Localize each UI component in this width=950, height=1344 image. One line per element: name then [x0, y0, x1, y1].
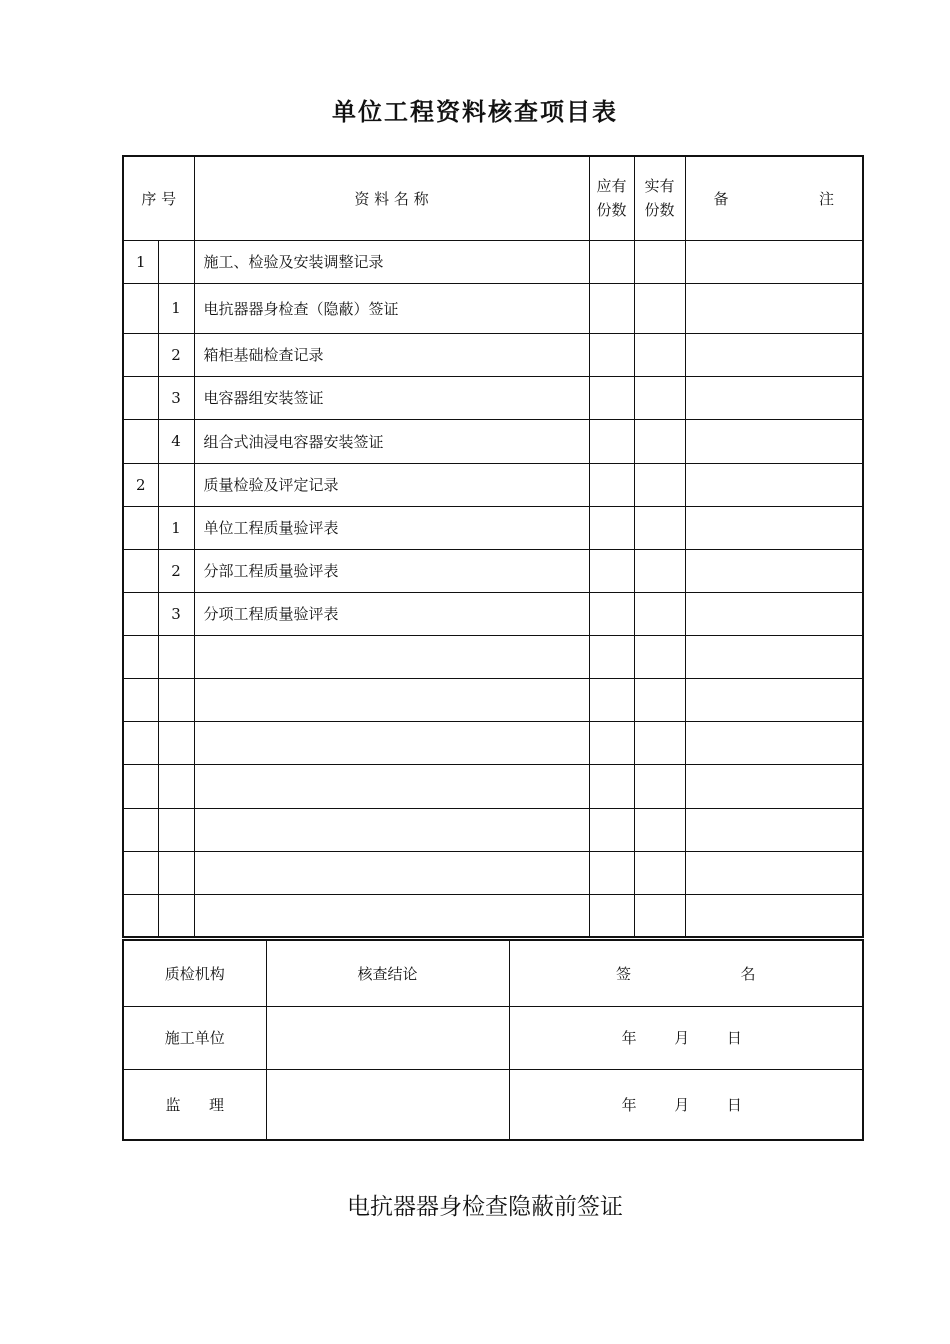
- header-remark-b: 注: [818, 189, 834, 208]
- row-item-name: 单位工程质量验评表: [194, 506, 589, 549]
- signoff-header-row: [123, 940, 863, 1006]
- row-actual-count[interactable]: [634, 419, 685, 463]
- row-item-name: 质量检验及评定记录: [194, 463, 589, 506]
- row-group-number: [123, 283, 158, 333]
- row-actual-count[interactable]: [634, 678, 685, 721]
- page-title: 单位工程资料核查项目表: [332, 98, 618, 126]
- row-remark[interactable]: [685, 376, 863, 419]
- row-actual-count[interactable]: [634, 506, 685, 549]
- row-sub-number: [158, 894, 194, 937]
- row-should-count[interactable]: [589, 592, 634, 635]
- table-row: [123, 808, 863, 851]
- row-sub-number: [158, 851, 194, 894]
- construction-unit-label: 施工单位: [123, 1006, 266, 1069]
- row-actual-count[interactable]: [634, 283, 685, 333]
- table-row: [123, 333, 863, 376]
- row-should-count[interactable]: [589, 635, 634, 678]
- signoff-table: [122, 939, 864, 1141]
- sign-char-b: 名: [740, 964, 756, 983]
- row-should-count[interactable]: [589, 463, 634, 506]
- row-group-number: [123, 678, 158, 721]
- table-row: [123, 764, 863, 808]
- row-remark[interactable]: [685, 851, 863, 894]
- signoff-org-label: 质检机构: [123, 940, 266, 1006]
- row-sub-number: [158, 678, 194, 721]
- row-item-name: 施工、检验及安装调整记录: [194, 240, 589, 283]
- date-day: 日: [726, 1029, 742, 1047]
- row-sub-number: [158, 721, 194, 764]
- row-remark[interactable]: [685, 419, 863, 463]
- row-actual-count[interactable]: [634, 635, 685, 678]
- row-sub-number: [158, 635, 194, 678]
- row-actual-count[interactable]: [634, 851, 685, 894]
- construction-date-cell[interactable]: [509, 1006, 863, 1069]
- date-year: 年: [621, 1029, 637, 1047]
- date-year: 年: [621, 1095, 637, 1114]
- supervision-conclusion-cell[interactable]: [266, 1069, 509, 1140]
- date-month: 月: [674, 1095, 690, 1114]
- row-group-number: 2: [123, 463, 158, 506]
- row-should-count[interactable]: [589, 283, 634, 333]
- row-group-number: [123, 376, 158, 419]
- row-group-number: [123, 549, 158, 592]
- row-should-count[interactable]: [589, 808, 634, 851]
- row-sub-number: 4: [158, 419, 194, 463]
- supervision-label: 监 理: [123, 1069, 266, 1140]
- table-row: [123, 592, 863, 635]
- row-should-count[interactable]: [589, 333, 634, 376]
- row-remark[interactable]: [685, 240, 863, 283]
- row-item-name: [194, 764, 589, 808]
- signoff-sign-label: [509, 940, 863, 1006]
- row-sub-number: 3: [158, 592, 194, 635]
- row-should-count[interactable]: [589, 376, 634, 419]
- table-row: [123, 506, 863, 549]
- row-group-number: [123, 419, 158, 463]
- row-sub-number: [158, 240, 194, 283]
- row-actual-count[interactable]: [634, 240, 685, 283]
- table-row: [123, 851, 863, 894]
- table-row: [123, 376, 863, 419]
- row-group-number: [123, 506, 158, 549]
- row-remark[interactable]: [685, 283, 863, 333]
- row-should-count[interactable]: [589, 894, 634, 937]
- row-should-count[interactable]: [589, 678, 634, 721]
- row-group-number: [123, 764, 158, 808]
- row-sub-number: [158, 463, 194, 506]
- row-group-number: [123, 808, 158, 851]
- row-remark[interactable]: [685, 764, 863, 808]
- row-item-name: [194, 721, 589, 764]
- header-seq: 序 号: [123, 156, 194, 240]
- row-item-name: 电容器组安装签证: [194, 376, 589, 419]
- header-name: 资 料 名 称: [194, 156, 589, 240]
- row-remark[interactable]: [685, 894, 863, 937]
- row-remark[interactable]: [685, 549, 863, 592]
- row-sub-number: [158, 764, 194, 808]
- header-remark-a: 备: [713, 189, 729, 208]
- checklist-table: [122, 155, 864, 938]
- header-should-line2: 份数: [596, 201, 627, 220]
- table-row: [123, 678, 863, 721]
- table-row: [123, 635, 863, 678]
- row-should-count[interactable]: [589, 721, 634, 764]
- row-sub-number: 1: [158, 283, 194, 333]
- row-should-count[interactable]: [589, 419, 634, 463]
- signoff-supervision-row: [123, 1069, 863, 1140]
- row-should-count[interactable]: [589, 764, 634, 808]
- header-should-line1: 应有: [596, 177, 627, 196]
- table-row: [123, 721, 863, 764]
- header-actual-line1: 实有: [644, 177, 675, 196]
- signoff-conclusion-label: 核查结论: [266, 940, 509, 1006]
- row-remark[interactable]: [685, 506, 863, 549]
- row-should-count[interactable]: [589, 851, 634, 894]
- row-group-number: [123, 721, 158, 764]
- row-item-name: 分部工程质量验评表: [194, 549, 589, 592]
- row-item-name: 组合式油浸电容器安装签证: [194, 419, 589, 463]
- table-header-row: [123, 156, 863, 240]
- row-actual-count[interactable]: [634, 894, 685, 937]
- row-actual-count[interactable]: [634, 549, 685, 592]
- row-should-count[interactable]: [589, 240, 634, 283]
- row-sub-number: 2: [158, 333, 194, 376]
- table-body: [123, 240, 863, 937]
- table-row: [123, 549, 863, 592]
- table-row: [123, 240, 863, 283]
- row-sub-number: 3: [158, 376, 194, 419]
- table-row: [123, 283, 863, 333]
- construction-conclusion-cell[interactable]: [266, 1006, 509, 1069]
- row-item-name: [194, 851, 589, 894]
- row-item-name: [194, 894, 589, 937]
- row-remark[interactable]: [685, 808, 863, 851]
- row-group-number: [123, 333, 158, 376]
- sign-char-a: 签: [615, 964, 631, 983]
- header-actual-count: [634, 156, 685, 240]
- table-row: [123, 419, 863, 463]
- supervision-date-cell[interactable]: [509, 1069, 863, 1140]
- row-group-number: 1: [123, 240, 158, 283]
- row-sub-number: 2: [158, 549, 194, 592]
- row-should-count[interactable]: [589, 506, 634, 549]
- row-group-number: [123, 851, 158, 894]
- row-actual-count[interactable]: [634, 333, 685, 376]
- row-remark[interactable]: [685, 463, 863, 506]
- table-row: [123, 894, 863, 937]
- row-remark[interactable]: [685, 635, 863, 678]
- row-item-name: [194, 678, 589, 721]
- next-section-title: 电抗器器身检查隐蔽前签证: [347, 1194, 623, 1220]
- row-actual-count[interactable]: [634, 721, 685, 764]
- row-remark[interactable]: [685, 333, 863, 376]
- row-actual-count[interactable]: [634, 376, 685, 419]
- row-should-count[interactable]: [589, 549, 634, 592]
- header-should-count: [589, 156, 634, 240]
- row-item-name: 箱柜基础检查记录: [194, 333, 589, 376]
- row-sub-number: [158, 808, 194, 851]
- header-remark: [685, 156, 863, 240]
- row-remark[interactable]: [685, 678, 863, 721]
- date-day: 日: [726, 1095, 742, 1114]
- row-item-name: [194, 635, 589, 678]
- row-actual-count[interactable]: [634, 808, 685, 851]
- row-actual-count[interactable]: [634, 592, 685, 635]
- row-item-name: 电抗器器身检查（隐蔽）签证: [194, 283, 589, 333]
- row-remark[interactable]: [685, 721, 863, 764]
- table-row: [123, 463, 863, 506]
- row-actual-count[interactable]: [634, 764, 685, 808]
- row-sub-number: 1: [158, 506, 194, 549]
- row-item-name: 分项工程质量验评表: [194, 592, 589, 635]
- row-group-number: [123, 592, 158, 635]
- row-item-name: [194, 808, 589, 851]
- row-actual-count[interactable]: [634, 463, 685, 506]
- signoff-construction-row: [123, 1006, 863, 1069]
- header-actual-line2: 份数: [644, 201, 675, 220]
- row-remark[interactable]: [685, 592, 863, 635]
- row-group-number: [123, 894, 158, 937]
- date-month: 月: [674, 1029, 690, 1047]
- row-group-number: [123, 635, 158, 678]
